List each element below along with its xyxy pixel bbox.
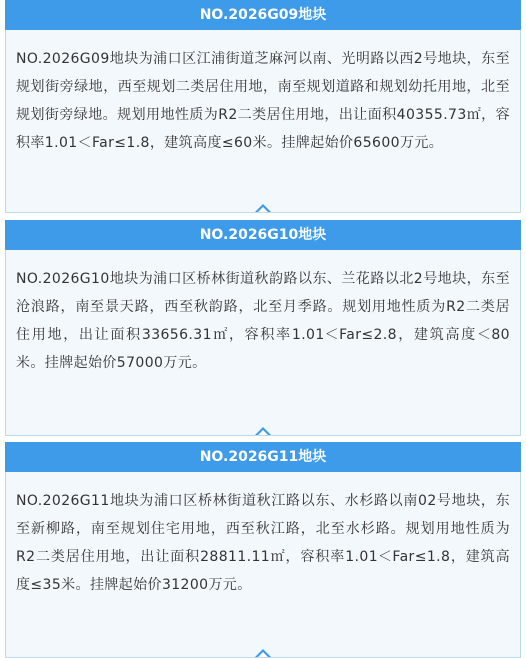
down-arrow-connector-icon (254, 427, 272, 436)
down-arrow-connector-icon (254, 649, 272, 658)
parcel-title: NO.2026G10地块 (5, 220, 521, 250)
parcel-title: NO.2026G09地块 (5, 0, 521, 30)
parcel-description-box (5, 472, 521, 658)
parcel-description: NO.2026G09地块为浦口区江浦街道芝麻河以南、光明路以西2号地块，东至规划街旁绿地，西至规划二类居住用地，南至规划道路和规划幼托用地，北至规划街旁绿地。规划用地性质为R2二类居住用地，出让面积40355.73㎡，容积率1.01＜Far≤1.8，建筑高度≤60米。挂牌起始价65600万元。 (16, 51, 510, 151)
parcel-card-g11 (5, 442, 521, 658)
parcel-card-g09 (5, 0, 521, 213)
parcel-description-box (5, 250, 521, 436)
parcel-description-box (5, 30, 521, 213)
parcel-title: NO.2026G11地块 (5, 442, 521, 472)
parcel-description: NO.2026G11地块为浦口区桥林街道秋江路以东、水杉路以南02号地块，东至新柳路，南至规划住宅用地，西至秋江路，北至水杉路。规划用地性质为R2二类居住用地，出让面积28811.11㎡，容积率1.01＜Far≤1.8，建筑高度≤35米。挂牌起始价31200万元。 (16, 493, 510, 593)
parcel-description: NO.2026G10地块为浦口区桥林街道秋韵路以东、兰花路以北2号地块，东至沧浪路，南至景天路，西至秋韵路，北至月季路。规划用地性质为R2二类居住用地，出让面积33656.31㎡，容积率1.01＜Far≤2.8，建筑高度＜80米。挂牌起始价57000万元。 (16, 271, 510, 371)
parcel-card-g10 (5, 220, 521, 436)
down-arrow-connector-icon (254, 204, 272, 213)
